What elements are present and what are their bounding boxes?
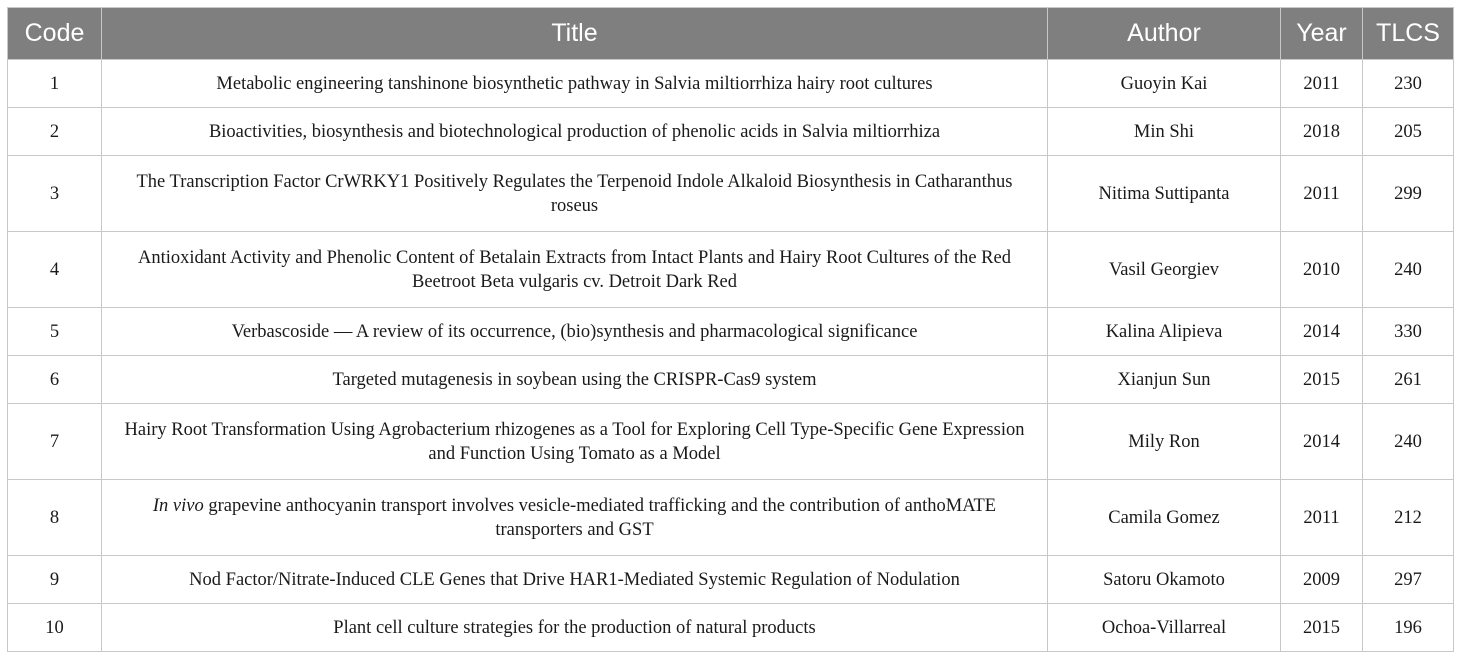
code-cell: 7 (8, 404, 102, 480)
tlcs-cell: 330 (1363, 308, 1454, 356)
year-cell: 2018 (1281, 108, 1363, 156)
table-row (8, 108, 1454, 156)
year-cell: 2011 (1281, 156, 1363, 232)
code-cell: 10 (8, 604, 102, 652)
table-row (8, 604, 1454, 652)
title-cell: Plant cell culture strategies for the production of natural products (102, 604, 1048, 652)
header-row (8, 8, 1454, 60)
year-cell: 2011 (1281, 60, 1363, 108)
table-row (8, 232, 1454, 308)
author-cell: Satoru Okamoto (1048, 556, 1281, 604)
title-cell: Antioxidant Activity and Phenolic Content of Betalain Extracts from Intact Plants and Hairy Root Cultures of the Red Beetroot Beta vulgaris cv. Detroit Dark Red (102, 232, 1048, 308)
author-cell: Kalina Alipieva (1048, 308, 1281, 356)
tlcs-cell: 261 (1363, 356, 1454, 404)
header-year: Year (1281, 8, 1363, 60)
code-cell: 5 (8, 308, 102, 356)
title-cell: Nod Factor/Nitrate-Induced CLE Genes that Drive HAR1-Mediated Systemic Regulation of Nodulation (102, 556, 1048, 604)
author-cell: Mily Ron (1048, 404, 1281, 480)
code-cell: 9 (8, 556, 102, 604)
author-cell: Camila Gomez (1048, 480, 1281, 556)
code-cell: 8 (8, 480, 102, 556)
header-tlcs: TLCS (1363, 8, 1454, 60)
title-cell: Hairy Root Transformation Using Agrobacterium rhizogenes as a Tool for Exploring Cell Type-Specific Gene Expression and Function Using Tomato as a Model (102, 404, 1048, 480)
tlcs-cell: 240 (1363, 404, 1454, 480)
year-cell: 2015 (1281, 604, 1363, 652)
year-cell: 2009 (1281, 556, 1363, 604)
code-cell: 1 (8, 60, 102, 108)
code-cell: 2 (8, 108, 102, 156)
publications-table (7, 7, 1454, 652)
title-cell (102, 480, 1048, 556)
tlcs-cell: 230 (1363, 60, 1454, 108)
author-cell: Guoyin Kai (1048, 60, 1281, 108)
table-row (8, 60, 1454, 108)
year-cell: 2010 (1281, 232, 1363, 308)
table-row (8, 156, 1454, 232)
table-row (8, 404, 1454, 480)
title-italic-prefix: In vivo (152, 495, 204, 516)
tlcs-cell: 196 (1363, 604, 1454, 652)
table-row (8, 308, 1454, 356)
title-cell: The Transcription Factor CrWRKY1 Positively Regulates the Terpenoid Indole Alkaloid Biosynthesis in Catharanthus roseus (102, 156, 1048, 232)
title-text: grapevine anthocyanin transport involves vesicle-mediated trafficking and the contribution of anthoMATE transporters and GST (203, 495, 997, 540)
tlcs-cell: 240 (1363, 232, 1454, 308)
year-cell: 2015 (1281, 356, 1363, 404)
year-cell: 2014 (1281, 404, 1363, 480)
table-row (8, 556, 1454, 604)
author-cell: Ochoa-Villarreal (1048, 604, 1281, 652)
header-title: Title (102, 8, 1048, 60)
author-cell: Nitima Suttipanta (1048, 156, 1281, 232)
author-cell: Min Shi (1048, 108, 1281, 156)
code-cell: 6 (8, 356, 102, 404)
tlcs-cell: 205 (1363, 108, 1454, 156)
table-row (8, 356, 1454, 404)
title-cell: Verbascoside — A review of its occurrence, (bio)synthesis and pharmacological significance (102, 308, 1048, 356)
tlcs-cell: 299 (1363, 156, 1454, 232)
tlcs-cell: 297 (1363, 556, 1454, 604)
header-code: Code (8, 8, 102, 60)
code-cell: 3 (8, 156, 102, 232)
title-cell: Bioactivities, biosynthesis and biotechnological production of phenolic acids in Salvia miltiorrhiza (102, 108, 1048, 156)
table-row (8, 480, 1454, 556)
year-cell: 2011 (1281, 480, 1363, 556)
title-cell: Metabolic engineering tanshinone biosynthetic pathway in Salvia miltiorrhiza hairy root cultures (102, 60, 1048, 108)
tlcs-cell: 212 (1363, 480, 1454, 556)
author-cell: Xianjun Sun (1048, 356, 1281, 404)
code-cell: 4 (8, 232, 102, 308)
title-cell: Targeted mutagenesis in soybean using the CRISPR-Cas9 system (102, 356, 1048, 404)
year-cell: 2014 (1281, 308, 1363, 356)
author-cell: Vasil Georgiev (1048, 232, 1281, 308)
header-author: Author (1048, 8, 1281, 60)
